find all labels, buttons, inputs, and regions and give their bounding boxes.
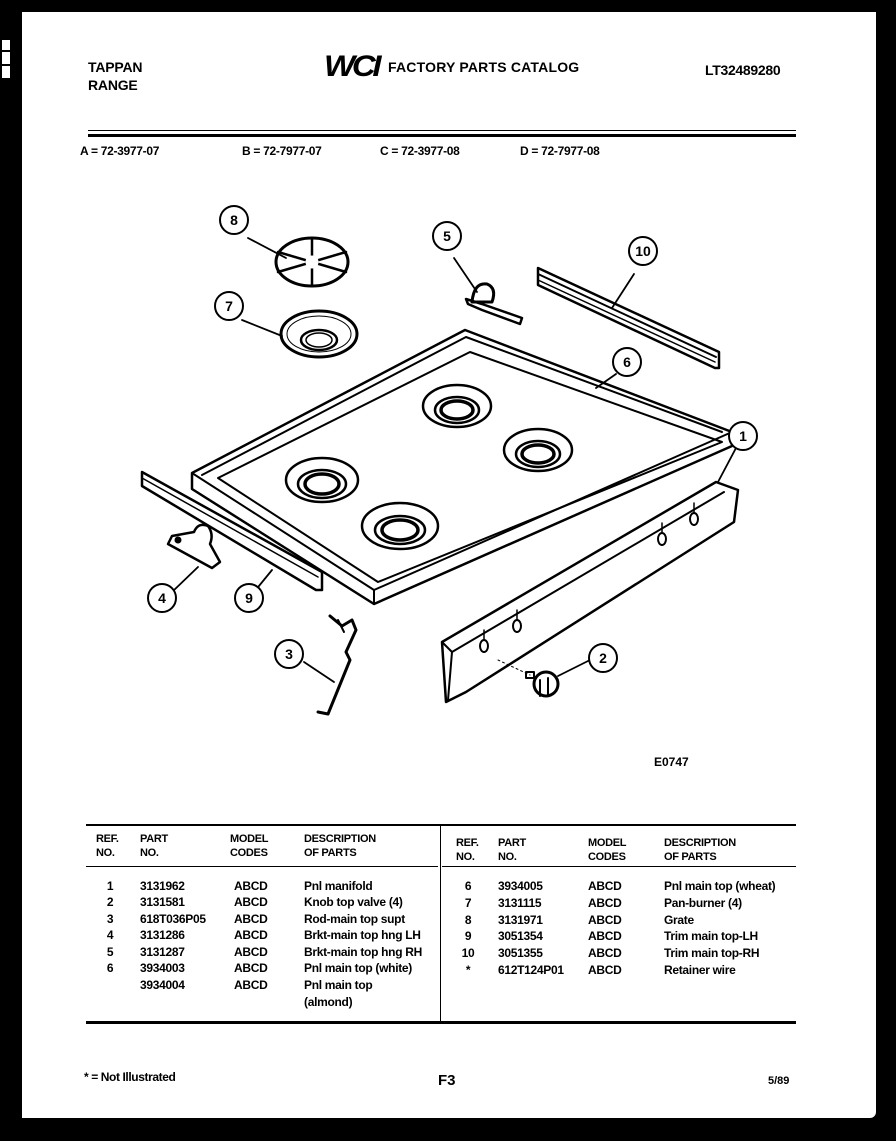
catalog-title: FACTORY PARTS CATALOG bbox=[388, 59, 580, 75]
table-header-rule-left bbox=[86, 866, 438, 867]
table-row: 7 3131115 ABCD Pan-burner (4) bbox=[464, 896, 742, 910]
bracket-rh-part-5 bbox=[466, 284, 522, 324]
wci-logo: WCI bbox=[324, 50, 379, 83]
callout-8 bbox=[220, 206, 248, 234]
exploded-parts-diagram bbox=[22, 12, 876, 802]
table-top-rule bbox=[86, 824, 796, 826]
svg-text:5: 5 bbox=[443, 228, 451, 244]
header-description-left: DESCRIPTION OF PARTS bbox=[304, 833, 376, 859]
svg-text:1: 1 bbox=[739, 428, 747, 444]
table-row: 9 3051354 ABCD Trim main top-LH bbox=[464, 929, 758, 943]
svg-text:2: 2 bbox=[599, 650, 607, 666]
header-part-no-right: PART NO. bbox=[498, 837, 526, 863]
table-row: * 612T124P01 ABCD Retainer wire bbox=[465, 963, 736, 977]
callout-5 bbox=[433, 222, 461, 250]
table-row: 10 3051355 ABCD Trim main top-RH bbox=[461, 946, 760, 960]
grate-part-8 bbox=[276, 238, 348, 286]
parts-table bbox=[86, 824, 796, 1024]
callout-9 bbox=[235, 584, 263, 612]
callout-4 bbox=[148, 584, 176, 612]
svg-text:10: 10 bbox=[635, 243, 651, 259]
table-header-rule-right bbox=[442, 866, 796, 867]
svg-text:3: 3 bbox=[285, 646, 293, 662]
header-model-codes-right: MODEL CODES bbox=[588, 837, 627, 863]
model-code-d: D = 72-7977-08 bbox=[520, 144, 600, 158]
model-code-c: C = 72-3977-08 bbox=[380, 144, 460, 158]
page-number: F3 bbox=[438, 1072, 456, 1089]
catalog-page bbox=[22, 12, 876, 1118]
table-row: 6 3934003 ABCD Pnl main top (white) bbox=[106, 961, 412, 975]
header-ref-no-left: REF. NO. bbox=[96, 833, 119, 859]
callout-6 bbox=[613, 348, 641, 376]
header-description-right: DESCRIPTION OF PARTS bbox=[664, 837, 736, 863]
model-code-b: B = 72-7977-07 bbox=[242, 144, 322, 158]
table-row: 3 618T036P05 ABCD Rod-main top supt bbox=[106, 912, 405, 926]
scan-edge-mark bbox=[2, 40, 10, 78]
callout-3 bbox=[275, 640, 303, 668]
model-code-a: A = 72-3977-07 bbox=[80, 144, 160, 158]
figure-id: E0747 bbox=[654, 755, 689, 769]
bracket-lh-part-4 bbox=[168, 525, 220, 568]
product-type: RANGE bbox=[88, 77, 138, 93]
pan-burner-part-7 bbox=[281, 311, 357, 357]
catalog-number: LT32489280 bbox=[705, 62, 781, 78]
svg-text:6: 6 bbox=[623, 354, 631, 370]
revision-date: 5/89 bbox=[768, 1075, 790, 1087]
svg-text:9: 9 bbox=[245, 590, 253, 606]
table-row: 6 3934005 ABCD Pnl main top (wheat) bbox=[464, 879, 776, 893]
table-row: 1 3131962 ABCD Pnl manifold bbox=[106, 879, 373, 893]
brand-name: TAPPAN bbox=[88, 59, 143, 75]
svg-text:4: 4 bbox=[158, 590, 166, 606]
header-ref-no-right: REF. NO. bbox=[456, 837, 479, 863]
header-part-no-left: PART NO. bbox=[140, 833, 168, 859]
table-bottom-rule bbox=[86, 1021, 796, 1024]
not-illustrated-note: * = Not Illustrated bbox=[84, 1070, 176, 1084]
rod-part-3 bbox=[318, 616, 356, 714]
callout-2 bbox=[589, 644, 617, 672]
table-column-divider bbox=[440, 826, 441, 1021]
table-row: 4 3131286 ABCD Brkt-main top hng LH bbox=[106, 928, 421, 942]
svg-text:8: 8 bbox=[230, 212, 238, 228]
svg-text:7: 7 bbox=[225, 298, 233, 314]
callout-7 bbox=[215, 292, 243, 320]
callout-1 bbox=[729, 422, 757, 450]
header-model-codes-left: MODEL CODES bbox=[230, 833, 269, 859]
table-row: 2 3131581 ABCD Knob top valve (4) bbox=[106, 895, 403, 909]
table-row: 5 3131287 ABCD Brkt-main top hng RH bbox=[106, 945, 422, 959]
table-row: 8 3131971 ABCD Grate bbox=[464, 913, 694, 927]
table-row: 3934004 ABCD Pnl main top (almond) bbox=[140, 978, 373, 1009]
callout-10 bbox=[629, 237, 657, 265]
